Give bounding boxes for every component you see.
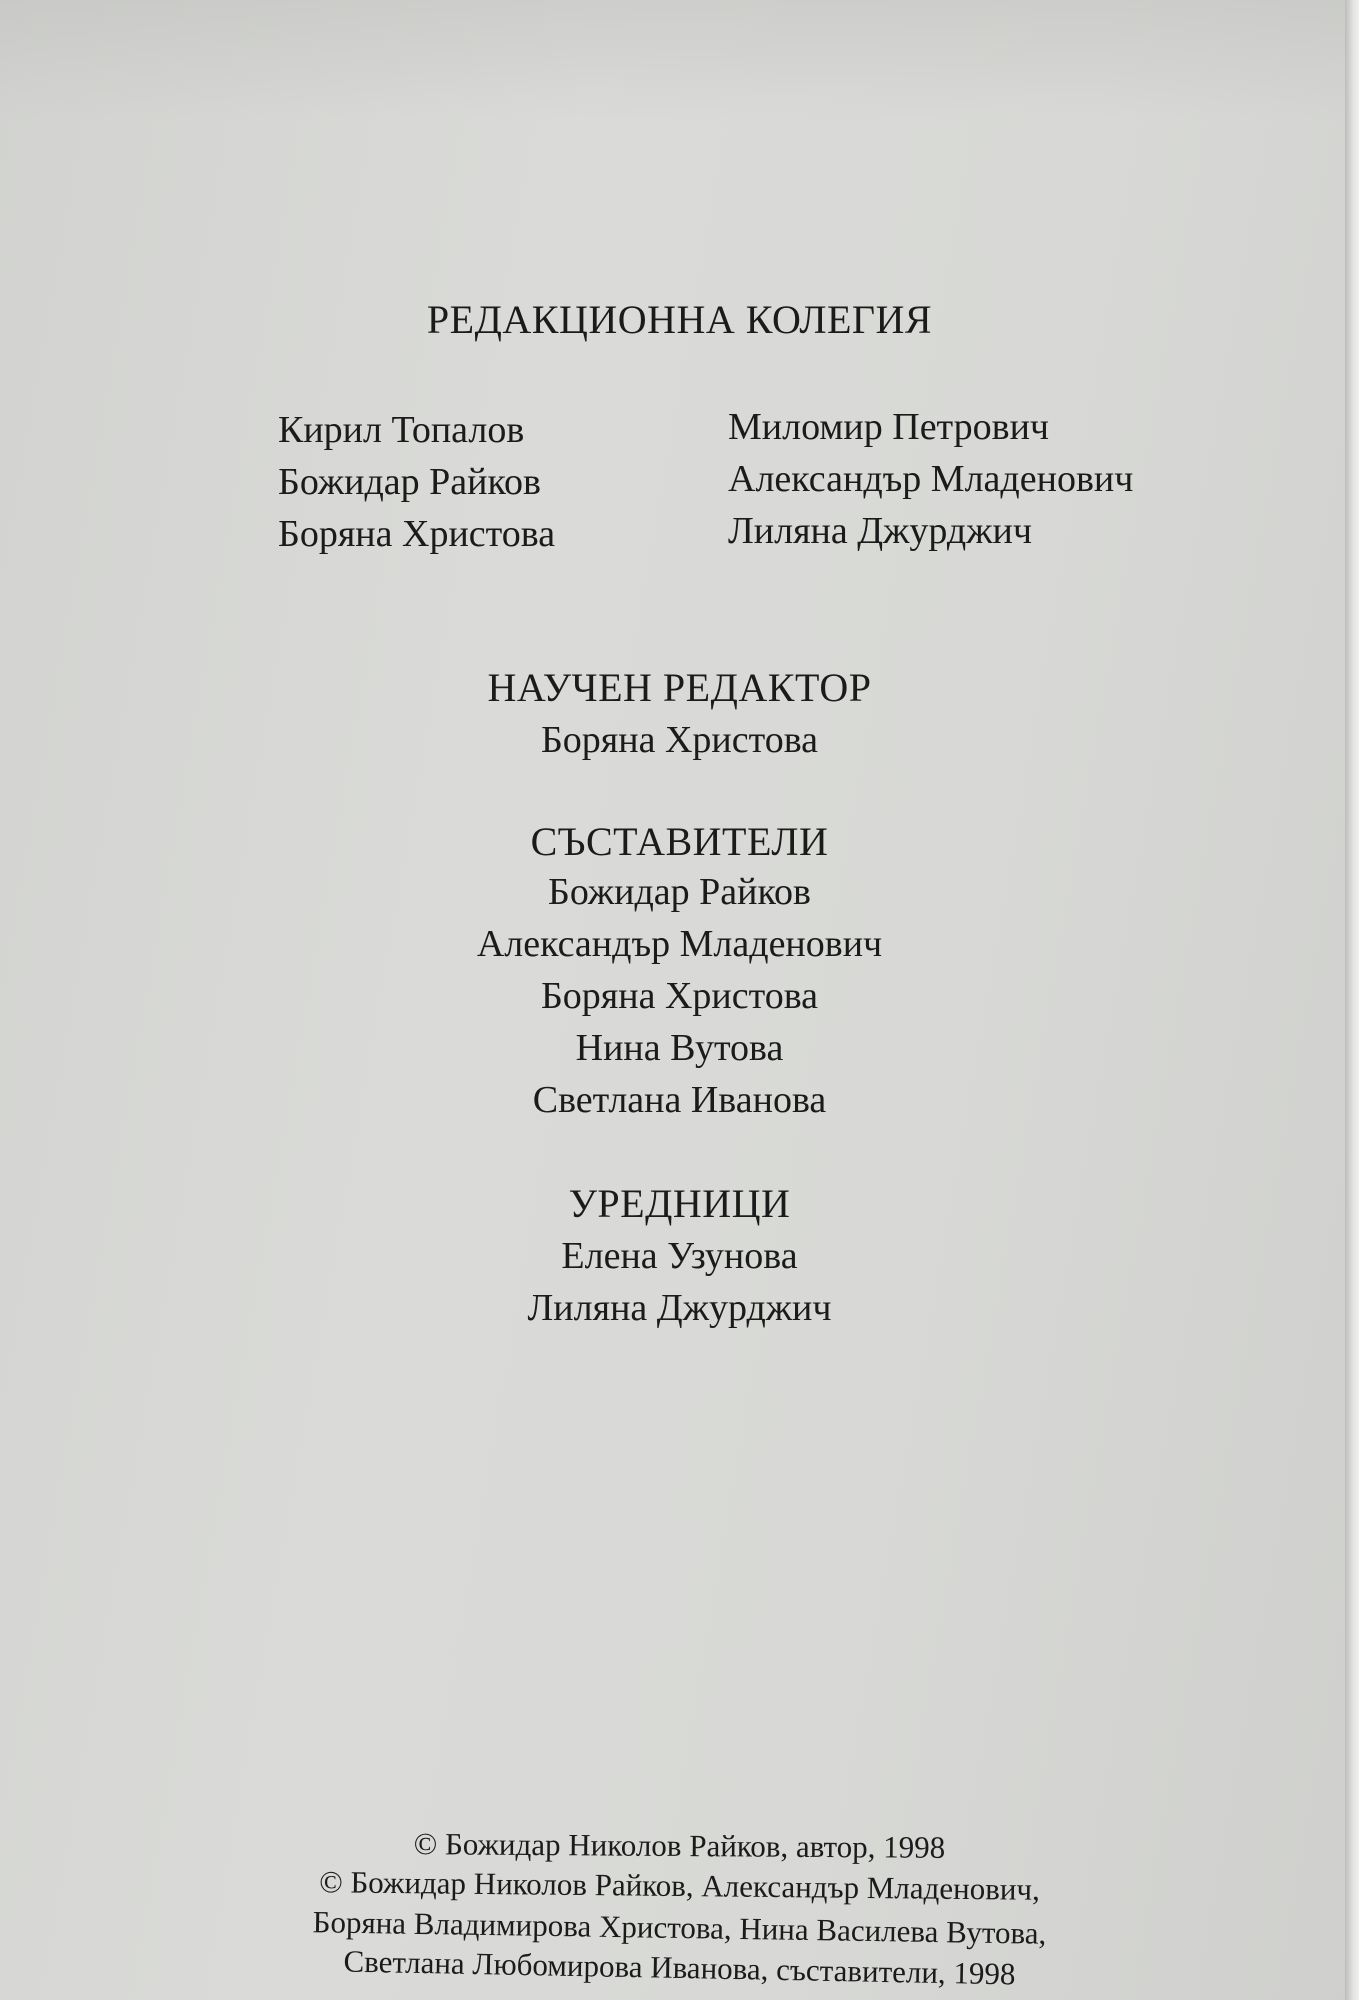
editorial-board-member: Кирил Топалов: [278, 409, 525, 451]
copyright-line: © Божидар Николов Райков, Александър Младенович,: [318, 1864, 1041, 1907]
editorial-board-member: Боряна Христова: [278, 513, 556, 555]
editor-name: Елена Узунова: [561, 1235, 798, 1277]
copyright-line: Боряна Владимирова Христова, Нина Василева Вутова,: [312, 1904, 1047, 1951]
compilers-heading: СЪСТАВИТЕЛИ: [530, 819, 829, 864]
compiler-name: Светлана Иванова: [532, 1079, 827, 1121]
editorial-board-heading: РЕДАКЦИОННА КОЛЕГИЯ: [426, 297, 933, 342]
copyright-line: Светлана Любомирова Иванова, съставители, 1998: [343, 1943, 1016, 1992]
scientific-editor-name: Боряна Христова: [540, 719, 819, 761]
editor-name: Лиляна Джурджич: [527, 1287, 832, 1329]
editorial-board-member: Лиляна Джурджич: [728, 510, 1032, 552]
compiler-name: Божидар Райков: [548, 871, 811, 913]
paper-shading: [0, 0, 1359, 120]
copyright-line: © Божидар Николов Райков, автор, 1998: [413, 1826, 946, 1865]
compiler-name: Нина Вутова: [575, 1027, 784, 1069]
editorial-board-member: Миломир Петрович: [728, 406, 1050, 448]
editorial-board-member: Божидар Райков: [278, 461, 541, 503]
compiler-name: Боряна Христова: [540, 975, 819, 1017]
editors-heading: УРЕДНИЦИ: [568, 1181, 791, 1226]
editorial-board-member: Александър Младенович: [728, 458, 1134, 500]
compiler-name: Александър Младенович: [476, 923, 883, 965]
scientific-editor-heading: НАУЧЕН РЕДАКТОР: [487, 665, 872, 710]
